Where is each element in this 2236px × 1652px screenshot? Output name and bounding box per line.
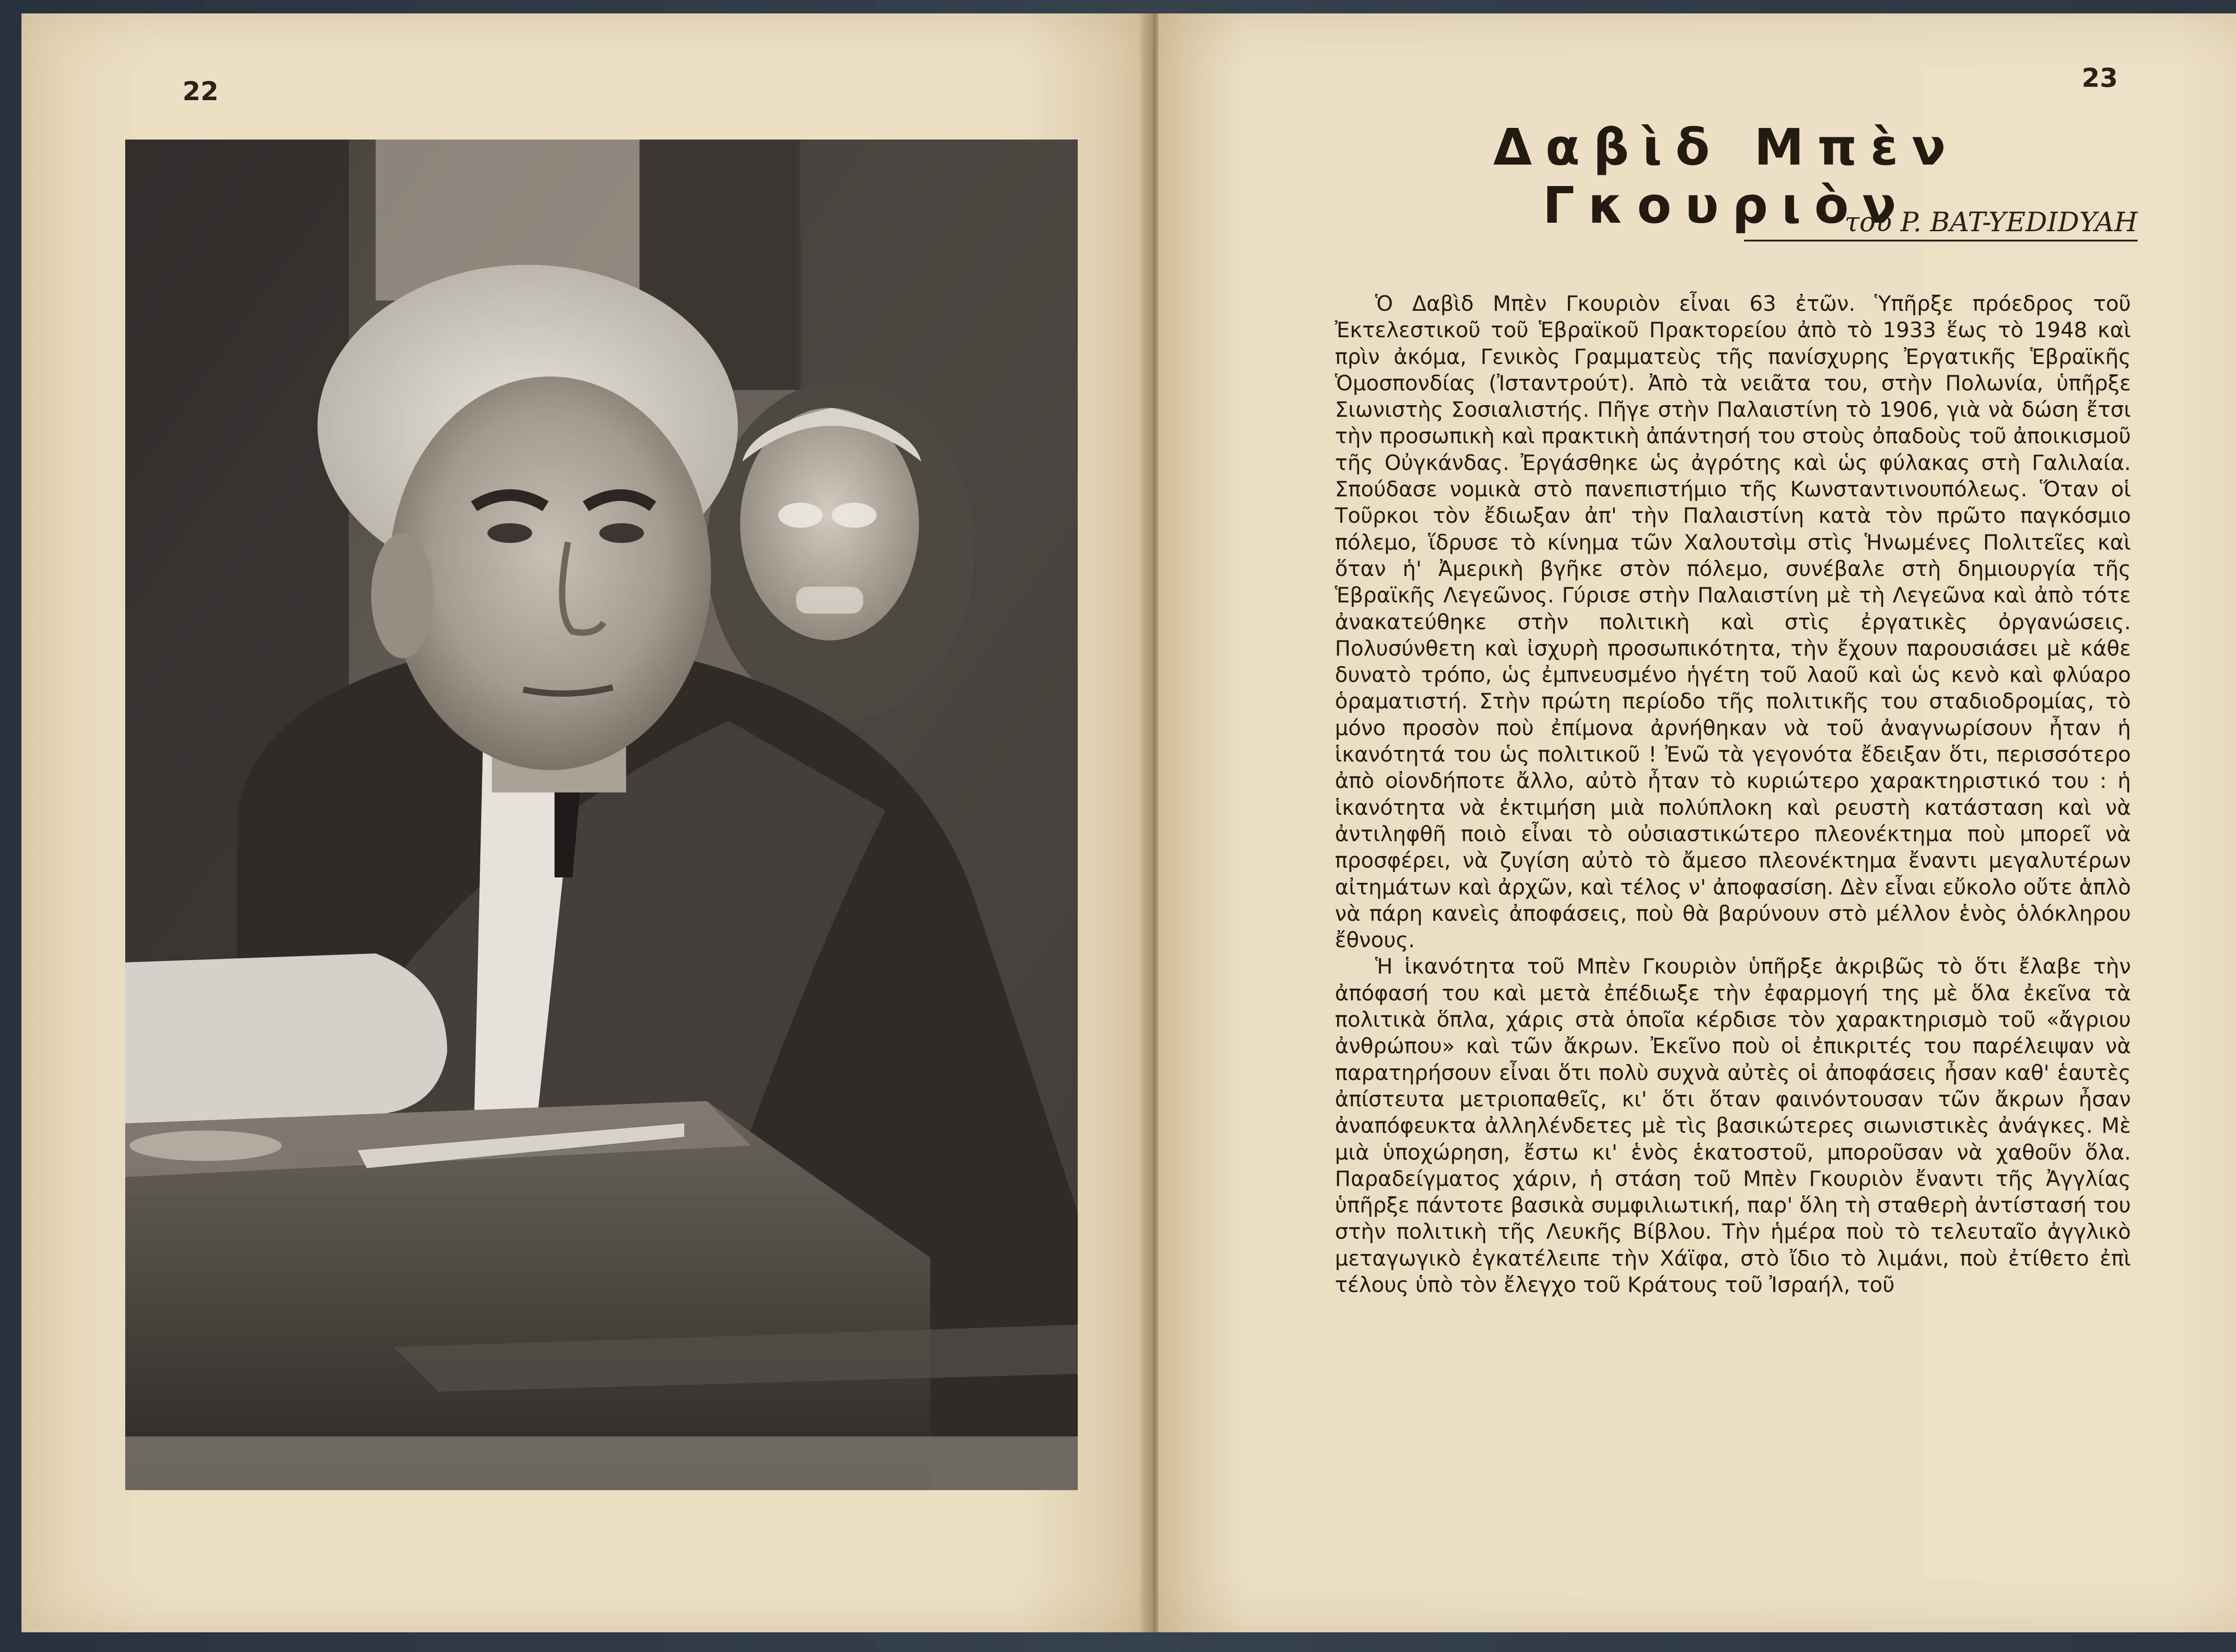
portrait-photo xyxy=(125,140,1078,1490)
page-number-left: 22 xyxy=(182,76,219,106)
article-body xyxy=(1335,291,2131,1298)
paragraph: Ὁ Δαβὶδ Μπὲν Γκουριὸν εἶναι 63 ἐτῶν. Ὑπῆρξε πρόεδρος τοῦ Ἐκτελεστικοῦ τοῦ Ἑβραϊκοῦ Πρακτορείου ἀπὸ τὸ 1933 ἕως τὸ 1948 καὶ πρὶν ἀκόμα, Γενικὸς Γραμματεὺς τῆς πανίσχυρης Ἐργατικῆς Ἑβραϊκῆς Ὁμοσπονδίας (Ἰσταντρούτ). Ἀπὸ τὰ νειᾶτα του, στὴν Πολωνία, ὑπῆρξε Σιωνιστὴς Σοσιαλιστής. Πῆγε στὴν Παλαιστίνη τὸ 1906, γιὰ νὰ δώση ἔτσι τὴν προσωπικὴ καὶ πρακτικὴ ἀπάντησή του στοὺς ὀπαδοὺς τοῦ ἀποικισμοῦ τῆς Οὐγκάνδας. Ἐργάσθηκε ὡς ἀγρότης καὶ ὡς φύλακας στὴ Γαλιλαία. Σπούδασε νομικὰ στὸ πανεπιστήμιο τῆς Κωνσταντινουπόλεως. Ὅταν οἱ Τοῦρκοι τὸν ἔδιωξαν ἀπ' τὴν Παλαιστίνη κατὰ τὸν πρῶτο παγκόσμιο πόλεμο, ἵδρυσε τὸ κίνημα τῶν Χαλουτσὶμ στὶς Ἡνωμένες Πολιτεῖες καὶ ὅταν ἡ' Ἀμερικὴ βγῆκε στὸν πόλεμο, συνέβαλε στὴ δημιουργία τῆς Ἑβραϊκῆς Λεγεῶνος. Γύρισε στὴν Παλαιστίνη μὲ τὴ Λεγεῶνα καὶ ἀπὸ τότε ἀνακατεύθηκε στὴν πολιτικὴ καὶ στὶς ἐργατικὲς ὀργανώσεις. Πολυσύνθετη καὶ ἰσχυρὴ προσωπικότητα, τὴν ἔχουν παρουσιάσει μὲ κάθε δυνατὸ τρόπο, ὡς ἐμπνευσμένο ἡγέτη τοῦ λαοῦ καὶ ὡς κενὸ καὶ φλύαρο ὁραματιστή. Στὴν πρώτη περίοδο τῆς πολιτικῆς του σταδιοδρομίας, τὸ μόνο προσὸν ποὺ ἐπίμονα ἀρνήθηκαν νὰ τοῦ ἀναγνωρίσουν ἦταν ἡ ἱκανότητά του ὡς πολιτικοῦ ! Ἐνῶ τὰ γεγονότα ἔδειξαν ὅτι, περισσότερο ἀπὸ οἰονδήποτε ἄλλο, αὐτὸ ἦταν τὸ κυριώτερο χαρακτηριστικό του : ἡ ἱκανότητα νὰ ἐκτιμήση μιὰ πολύπλοκη καὶ ρευστὴ κατάσταση καὶ νὰ ἀντιληφθῆ ποιὸ εἶναι τὸ οὐσιαστικώτερο πλεονέκτημα ποὺ μπορεῖ νὰ προσφέρει, νὰ ζυγίση αὐτὸ τὸ ἄμεσο πλεονέκτημα ἔναντι μεγαλυτέρων αἰτημάτων καὶ ἀρχῶν, καὶ τέλος ν' ἀποφασίση. Δὲν εἶναι εὔκολο οὔτε ἁπλὸ νὰ πάρη κανεὶς ἀποφάσεις, ποὺ θὰ βαρύνουν στὸ μέλλον ἑνὸς ὁλόκληρου ἔθνους. xyxy=(1335,292,2131,953)
left-page xyxy=(21,13,1151,1632)
article-title: Δαβὶδ Μπὲν Γκουριὸν xyxy=(1493,119,1960,235)
article-byline: τοῦ P. BAT-YEDIDYAH xyxy=(1744,207,2138,241)
paragraph: Ἡ ἱκανότητα τοῦ Μπὲν Γκουριὸν ὑπῆρξε ἀκριβῶς τὸ ὅτι ἔλαβε τὴν ἀπόφασή του καὶ μετὰ ἐπέδιωξε τὴν ἐφαρμογή της μὲ ὅλα ἐκεῖνα τὰ πολιτικὰ ὅπλα, χάρις στὰ ὁποῖα κέρδισε τὸν χαρακτηρισμὸ τοῦ «ἄγριου ἀνθρώπου» καὶ τῶν ἄκρων. Ἐκεῖνο ποὺ οἱ ἐπικριτές του παρέλειψαν νὰ παρατηρήσουν εἶναι ὅτι πολὺ συχνὰ αὐτὲς οἱ ἀποφάσεις ἦσαν καθ' ἑαυτὲς ἀπίστευτα μετριοπαθεῖς, κι' ὅτι ὅταν φαινόντουσαν τῶν ἄκρων ἦσαν ἀναπόφευκτα ἀλληλένδετες μὲ τὶς βασικώτερες σιωνιστικὲς ἀνάγκες. Μὲ μιὰ ὑποχώρηση, ἔστω κι' ἑνὸς ἑκατοστοῦ, μποροῦσαν νὰ χαθοῦν ὅλα. Παραδείγματος χάριν, ἡ στάση τοῦ Μπὲν Γκουριὸν ἔναντι τῆς Ἀγγλίας ὑπῆρξε πάντοτε βασικὰ συμφιλιωτική, παρ' ὅλη τὴ σταθερὴ ἀντίστασή του στὴν πολιτικὴ τῆς Λευκῆς Βίβλου. Τὴν ἡμέρα ποὺ τὸ τελευταῖο ἀγγλικὸ μεταγωγικὸ ἐγκατέλειπε τὴν Χάϊφα, στὸ ἴδιο τὸ λιμάνι, ποὺ ἐτίθετο ἐπὶ τέλους ὑπὸ τὸν ἔλεγχο τοῦ Κράτους τοῦ Ἰσραήλ, τοῦ xyxy=(1335,954,2131,1297)
page-number-right: 23 xyxy=(2082,63,2118,93)
